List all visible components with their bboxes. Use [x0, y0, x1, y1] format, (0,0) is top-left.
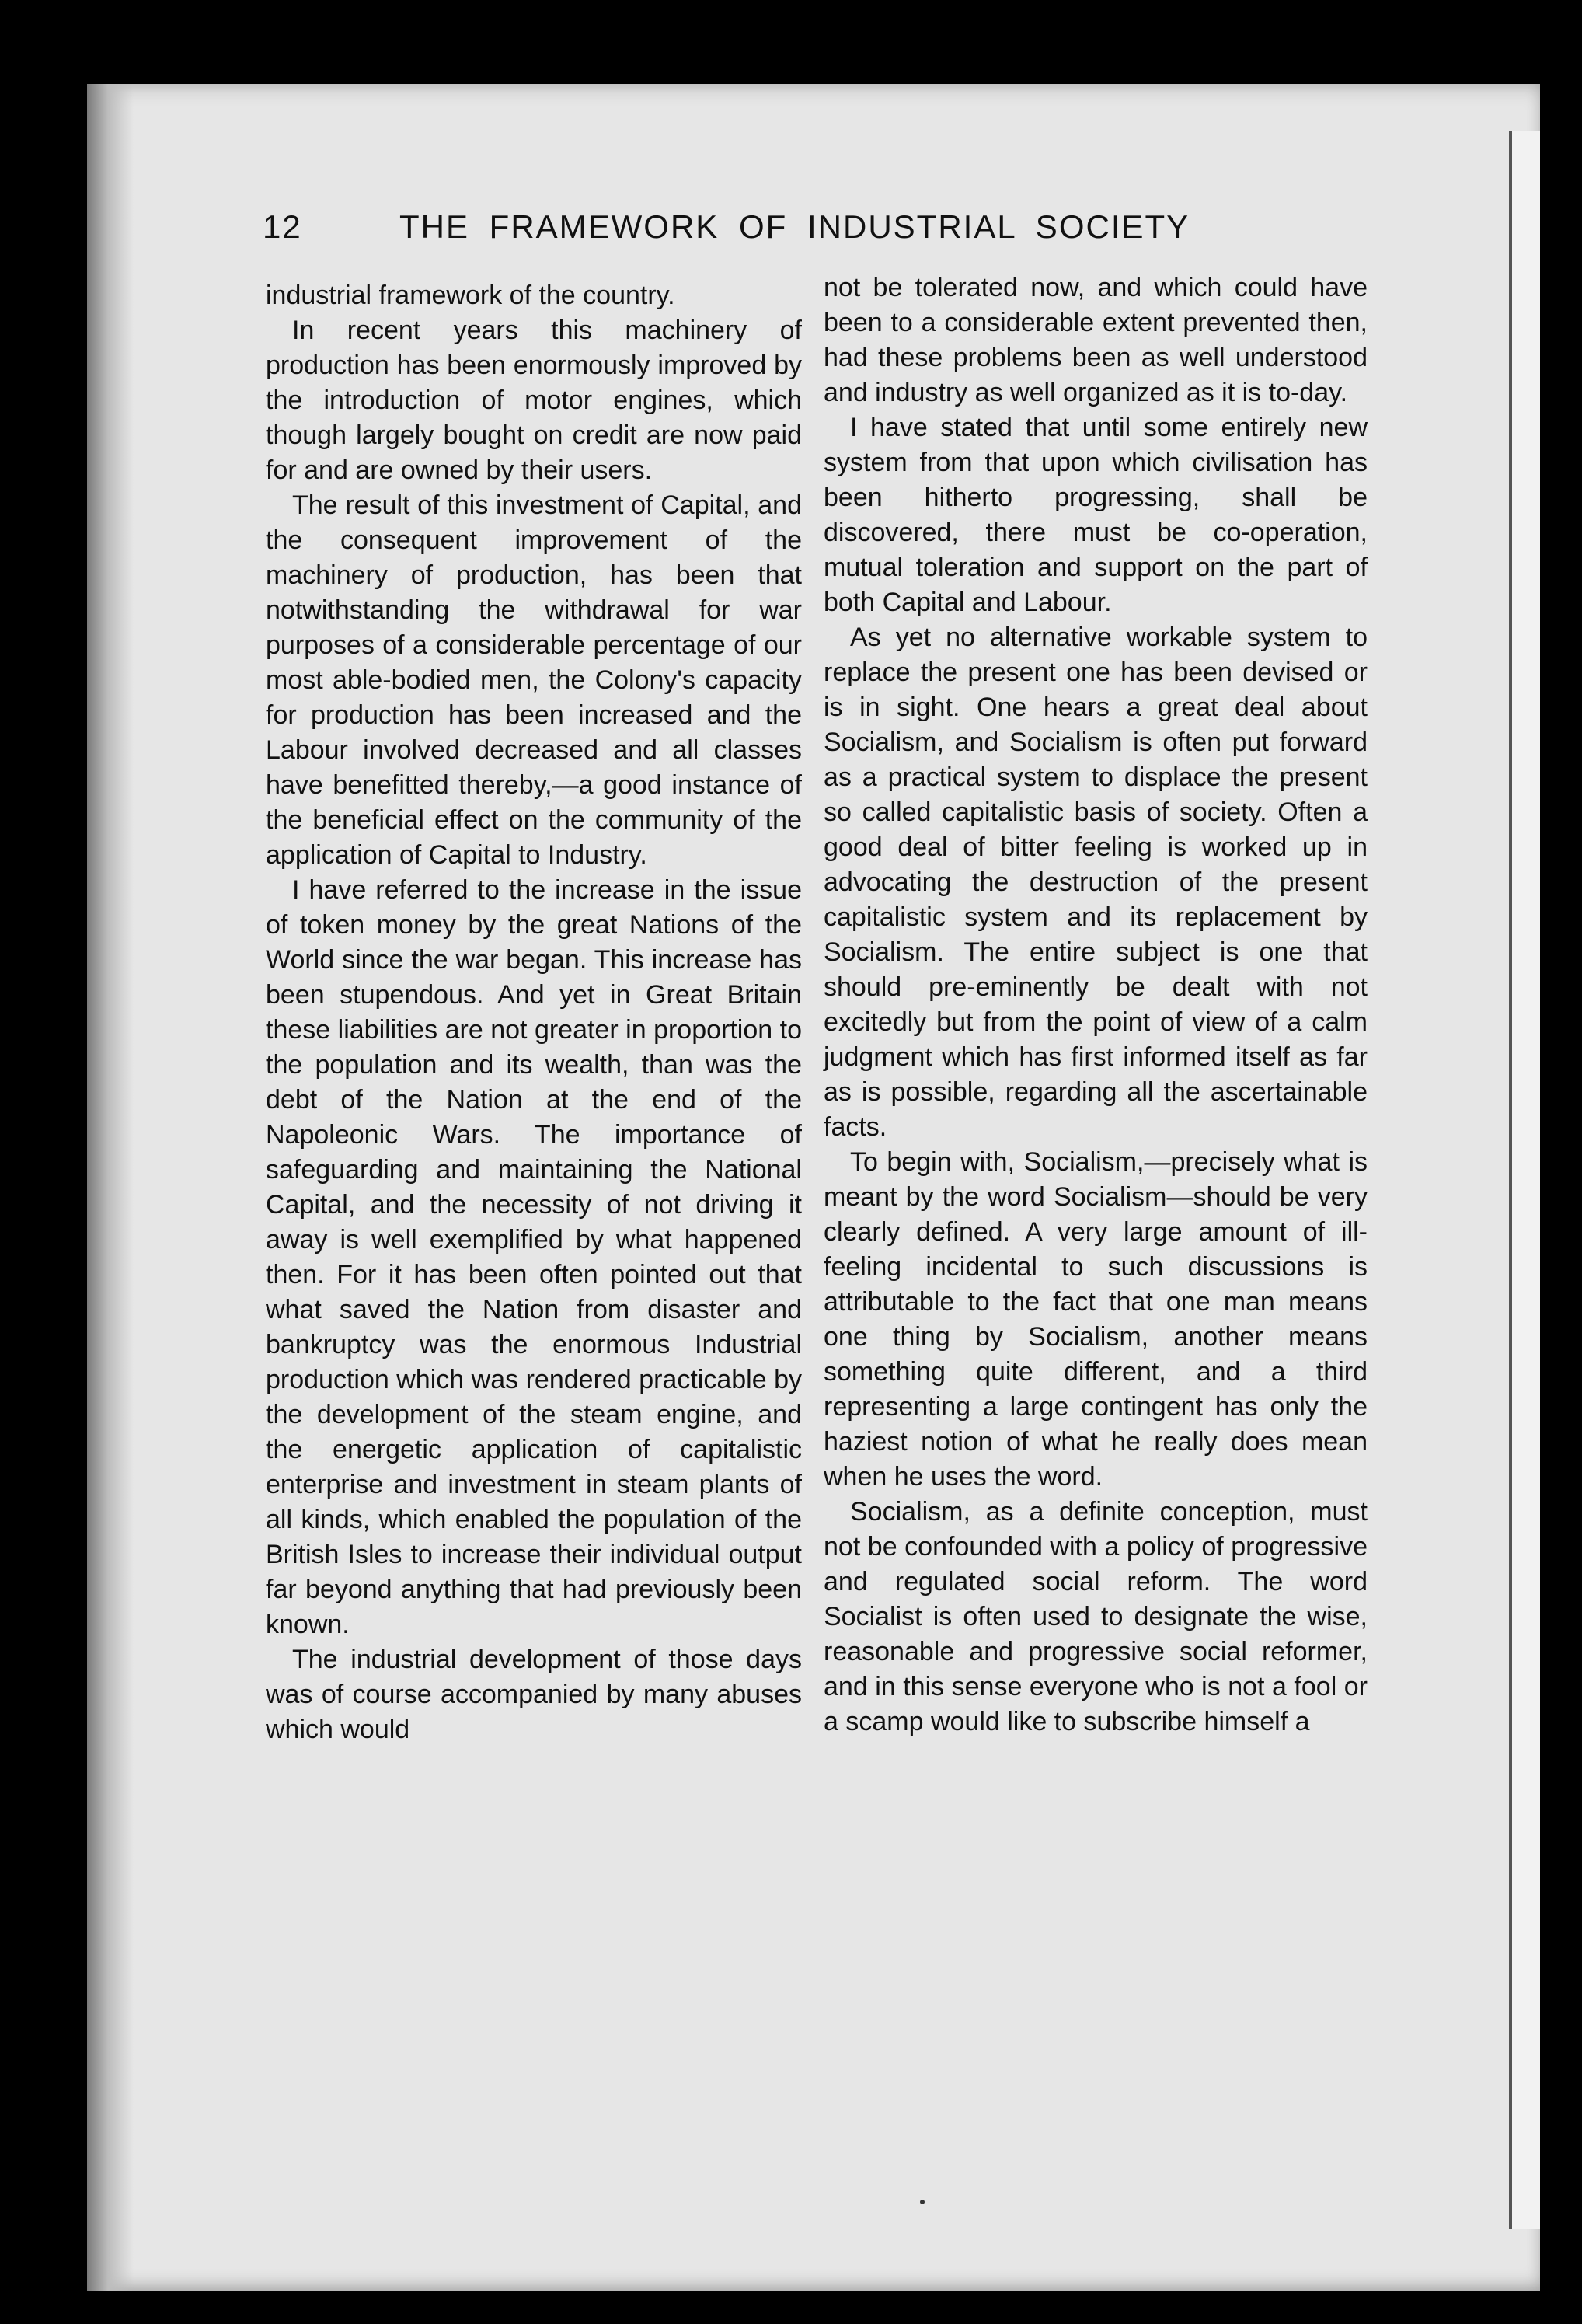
page-speck: [920, 2200, 925, 2204]
paragraph: I have stated that until some entirely new system from that upon which civilisation has been hitherto progressing, shall be discovered, there must be co-operation, mutual toleration and support on the part of both Capital and Labour.: [824, 413, 1368, 617]
paragraph: As yet no alternative workable system to replace the present one has been devised or is in sight. One hears a great deal about Socialism, and Socialism is often put forward as a practical system to displace the present so called capitalistic basis of society. Often a good deal of bitter feeling is worked up in advocating the destruction of the present capitalistic system and its replacement by Socialism. The entire subject is one that should pre-eminently be dealt with not excitedly but from the point of view of a calm judgment which has first informed itself as far as is possible, regarding all the ascertainable facts.: [824, 623, 1368, 1142]
paragraph: Socialism, as a definite conception, must not be confounded with a policy of progressive and regulated social reform. The word Socialist is often used to designate the wise, reasonable and progressive social reformer, and in this sense everyone who is not a fool or a scamp would like to subscribe himself a: [824, 1497, 1368, 1736]
paragraph: I have referred to the increase in the issue of token money by the great Nations of the World since the war began. This increase has been stupendous. And yet in Great Britain these liabilities are not greater in proportion to the population and its wealth, than was the debt of the Nation at the end of the Napoleonic Wars. The importance of safeguarding and maintaining the National Capital, and the necessity of not driving it away is well exemplified by what happened then. For it has been often pointed out that what saved the Nation from disaster and bankruptcy was the enormous Industrial production which was rendered practicable by the development of the steam engine, and the energetic application of capitalistic enterprise and investment in steam plants of all kinds, which enabled the population of the British Isles to increase their individual output far beyond anything that had previously been known.: [266, 875, 802, 1639]
right-column: [824, 270, 1368, 1740]
left-column: [266, 278, 802, 1747]
paragraph: industrial framework of the country.: [266, 281, 675, 310]
next-page-edge: [1509, 131, 1540, 2229]
paragraph: The industrial development of those days was of course accompanied by many abuses which would: [266, 1645, 802, 1744]
running-title: THE FRAMEWORK OF INDUSTRIAL SOCIETY: [399, 208, 1190, 245]
page-number: 12: [263, 208, 302, 245]
binding-shadow: [87, 84, 134, 2291]
paragraph: In recent years this machinery of production has been enormously improved by the introduction of motor engines, which though largely bought on credit are now paid for and are owned by their users.: [266, 316, 802, 485]
paragraph: The result of this investment of Capital, and the consequent improvement of the machinery of production, has been that notwithstanding the withdrawal for war purposes of a considerable percentage of our most able-bodied men, the Colony's capacity for production has been increased and the Labour involved decreased and all classes have benefitted thereby,—a good instance of the beneficial effect on the community of the application of Capital to Industry.: [266, 490, 802, 870]
page-header: [263, 208, 1304, 255]
paragraph: To begin with, Socialism,—precisely what is meant by the word Socialism—should be very clearly defined. A very large amount of ill-feeling incidental to such discussions is attributable to the fact that one man means one thing by Socialism, another means something quite different, and a third representing a large contingent has only the haziest notion of what he really does mean when he uses the word.: [824, 1147, 1368, 1492]
paragraph: not be tolerated now, and which could have been to a considerable extent prevented then, had these problems been as well understood and industry as well organized as it is to-day.: [824, 273, 1368, 407]
